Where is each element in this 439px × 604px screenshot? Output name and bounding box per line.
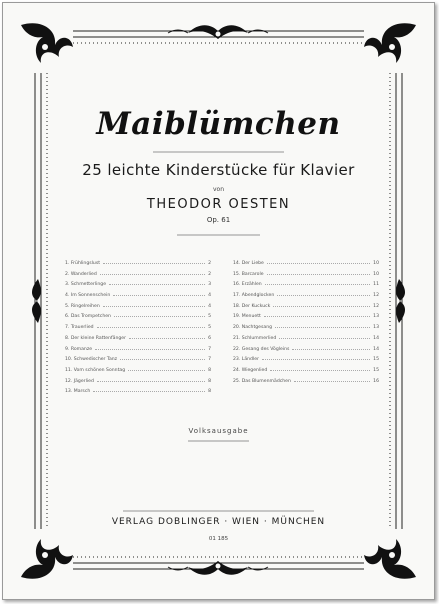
- page-number: 16: [373, 378, 379, 384]
- piece-title: 12. Jägerlied: [65, 378, 94, 384]
- table-of-contents: [65, 260, 379, 399]
- piece-title: 16. Erzählen: [233, 282, 262, 288]
- piece-title: 14. Der Liebe: [233, 261, 264, 266]
- piece-title: 5. Ringelreihen: [65, 303, 100, 309]
- page-number: 5: [208, 325, 211, 331]
- piece-title: 23. Ländler: [233, 357, 259, 363]
- piece-title: 17. Abendglocken: [233, 293, 275, 299]
- contents-row: [65, 292, 211, 303]
- piece-title: 18. Der Kuckuck: [233, 303, 271, 309]
- piece-title: 1. Frühlingslust: [65, 261, 101, 266]
- piece-title: 24. Wiegenlied: [233, 367, 268, 373]
- page-number: 10: [373, 261, 379, 266]
- contents-row: [233, 292, 379, 303]
- page-number: 5: [208, 314, 211, 320]
- page-number: 15: [373, 367, 379, 373]
- contents-row: [65, 335, 211, 346]
- page-number: 8: [208, 389, 211, 395]
- contents-row: [233, 324, 379, 335]
- page-number: 3: [208, 282, 211, 288]
- contents-column-right: [233, 260, 379, 399]
- piece-title: 6. Das Trompetchen: [65, 314, 111, 320]
- piece-title: 21. Schlummerlied: [233, 335, 277, 341]
- contents-row: [65, 281, 211, 292]
- page-number: 4: [208, 293, 211, 299]
- contents-row: [65, 367, 211, 378]
- contents-row: [233, 335, 379, 346]
- contents-row: [65, 313, 211, 324]
- piece-title: 10. Schwedischer Tanz: [65, 357, 118, 363]
- publisher-line: VERLAG DOBLINGER · WIEN · MÜNCHEN: [111, 517, 326, 527]
- page-number: 8: [208, 367, 211, 373]
- page-number: 10: [373, 271, 379, 277]
- page-number: 7: [208, 357, 211, 363]
- page-number: 8: [208, 378, 211, 384]
- page-number: 13: [373, 325, 379, 331]
- score-cover: [2, 2, 435, 600]
- piece-title: 25. Das Blumenmädchen: [233, 378, 291, 384]
- contents-row: [233, 281, 379, 292]
- contents-row: [65, 271, 211, 282]
- contents-column-left: [65, 260, 211, 399]
- piece-title: 22. Gesang des Vögleins: [233, 346, 290, 352]
- piece-title: 4. Im Sonnenschein: [65, 293, 111, 299]
- piece-title: 15. Barcarole: [233, 271, 264, 277]
- piece-title: 3. Schmetterlinge: [65, 282, 107, 288]
- contents-row: [65, 324, 211, 335]
- piece-title: 2. Wanderlied: [65, 271, 97, 277]
- contents-row: [233, 346, 379, 357]
- contents-row: [233, 367, 379, 378]
- page-number: 7: [208, 346, 211, 352]
- contents-row: [65, 378, 211, 389]
- contents-row: [233, 303, 379, 314]
- contents-row: [233, 378, 379, 389]
- piece-title: 7. Trauerlied: [65, 325, 94, 331]
- page-number: 4: [208, 303, 211, 309]
- page-number: 13: [373, 314, 379, 320]
- page-number: 6: [208, 335, 211, 341]
- piece-title: 13. Marsch: [65, 389, 91, 395]
- contents-row: [233, 260, 379, 271]
- piece-title: 11. Vom schönen Sonntag: [65, 367, 126, 373]
- by-label: von: [212, 186, 225, 193]
- contents-row: [233, 271, 379, 282]
- composer-name: THEODOR OESTEN: [146, 197, 291, 212]
- piece-title: 20. Nachtgesang: [233, 325, 273, 331]
- contents-row: [65, 303, 211, 314]
- page-number: 12: [373, 303, 379, 309]
- contents-row: [65, 356, 211, 367]
- contents-row: [233, 313, 379, 324]
- piece-title: 19. Menuett: [233, 314, 261, 320]
- page-number: 15: [373, 357, 379, 363]
- contents-row: [233, 356, 379, 367]
- contents-row: [65, 346, 211, 357]
- page-number: 12: [373, 293, 379, 299]
- plate-number: 01 185: [208, 536, 229, 542]
- contents-row: [65, 260, 211, 271]
- page-number: 11: [373, 282, 379, 288]
- work-subtitle: 25 leichte Kinderstücke für Klavier: [82, 161, 355, 179]
- page-number: 2: [208, 271, 211, 277]
- page-number: 2: [208, 261, 211, 266]
- work-title: Maiblümchen: [96, 106, 341, 142]
- page-number: 14: [373, 335, 379, 341]
- contents-row: [65, 388, 211, 399]
- opus-number: Op. 61: [206, 216, 231, 224]
- page-number: 14: [373, 346, 379, 352]
- piece-title: 8. Der kleine Rattenfänger: [65, 335, 127, 341]
- piece-title: 9. Romanze: [65, 346, 93, 352]
- edition-label: Volksausgabe: [188, 427, 249, 435]
